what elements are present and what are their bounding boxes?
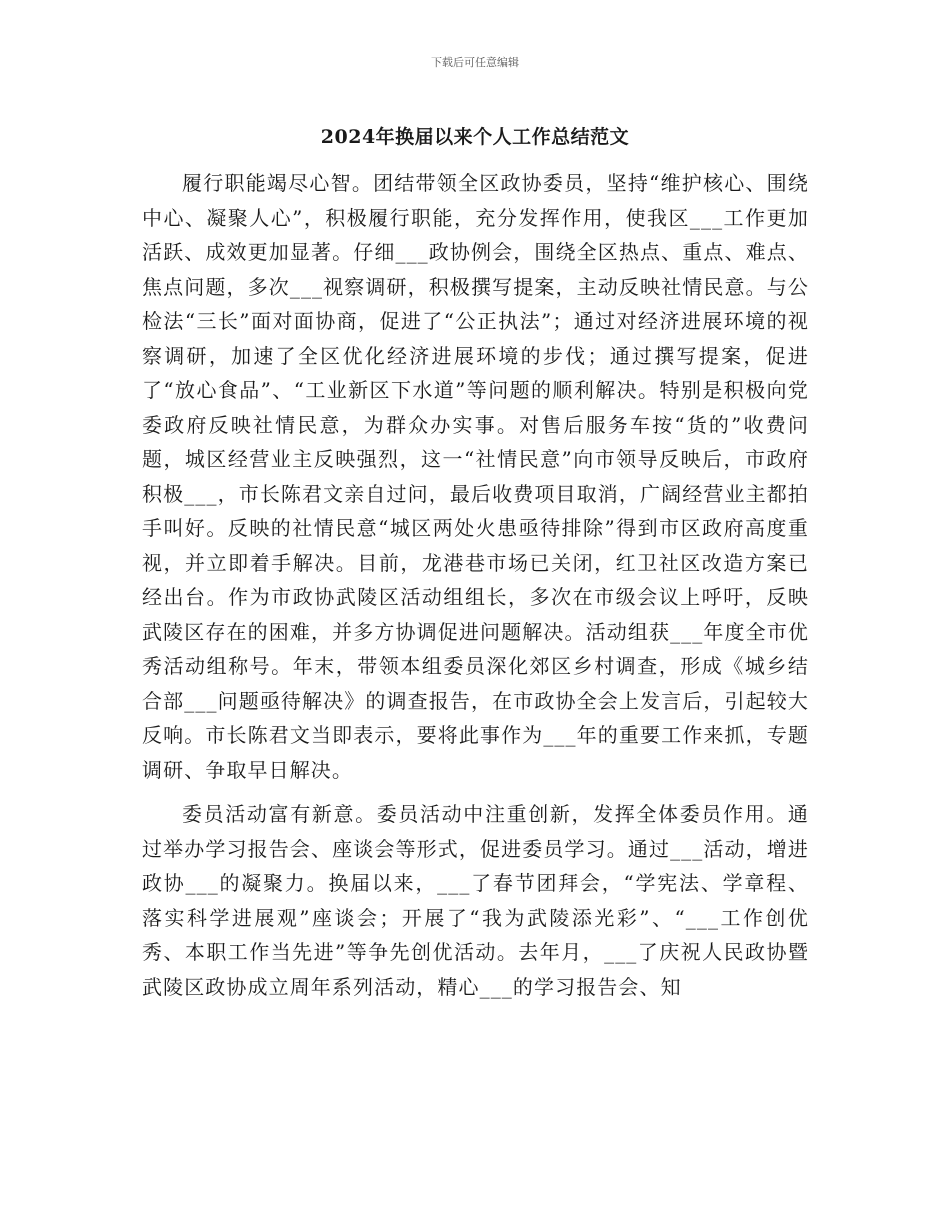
document-body — [142, 166, 809, 1014]
header-note: 下载后可任意编辑 — [431, 56, 519, 69]
document-title: 2024年换届以来个人工作总结范文 — [320, 126, 630, 148]
paragraph: 委员活动富有新意。委员活动中注重创新，发挥全体委员作用。通过举办学习报告会、座谈会等形式，促进委员学习。通过___活动，增进政协___的凝聚力。换届以来，___了春节团拜会，“学宪法、学章程、落实科学进展观”座谈会；开展了“我为武陵添光彩”、“___工作创优秀、本职工作当先进”等争先创优活动。去年月，___了庆祝人民政协暨武陵区政协成立周年系列活动，精心___的学习报告会、知 — [142, 802, 809, 999]
paragraph: 履行职能竭尽心智。团结带领全区政协委员，坚持“维护核心、围绕中心、凝聚人心”，积极履行职能，充分发挥作用，使我区___工作更加活跃、成效更加显著。仔细___政协例会，围绕全区热点、重点、难点、焦点问题，多次___视察调研，积极撰写提案，主动反映社情民意。与公检法“三长”面对面协商，促进了“公正执法”；通过对经济进展环境的视察调研，加速了全区优化经济进展环境的步伐；通过撰写提案，促进了“放心食品”、“工业新区下水道”等问题的顺利解决。特别是积极向党委政府反映社情民意，为群众办实事。对售后服务车按“货的”收费问题，城区经营业主反映强烈，这一“社情民意”向市领导反映后，市政府积极___，市长陈君文亲自过问，最后收费项目取消，广阔经营业主都拍手叫好。反映的社情民意“城区两处火患亟待排除”得到市区政府高度重视，并立即着手解决。目前，龙港巷市场已关闭，红卫社区改造方案已经出台。作为市政协武陵区活动组组长，多次在市级会议上呼吁，反映武陵区存在的困难，并多方协调促进问题解决。活动组获___年度全市优秀活动组称号。年末，带领本组委员深化郊区乡村调查，形成《城乡结合部___问题亟待解决》的调查报告，在市政协全会上发言后，引起较大反响。市长陈君文当即表示，要将此事作为___年的重要工作来抓，专题调研、争取早日解决。 — [142, 171, 809, 782]
